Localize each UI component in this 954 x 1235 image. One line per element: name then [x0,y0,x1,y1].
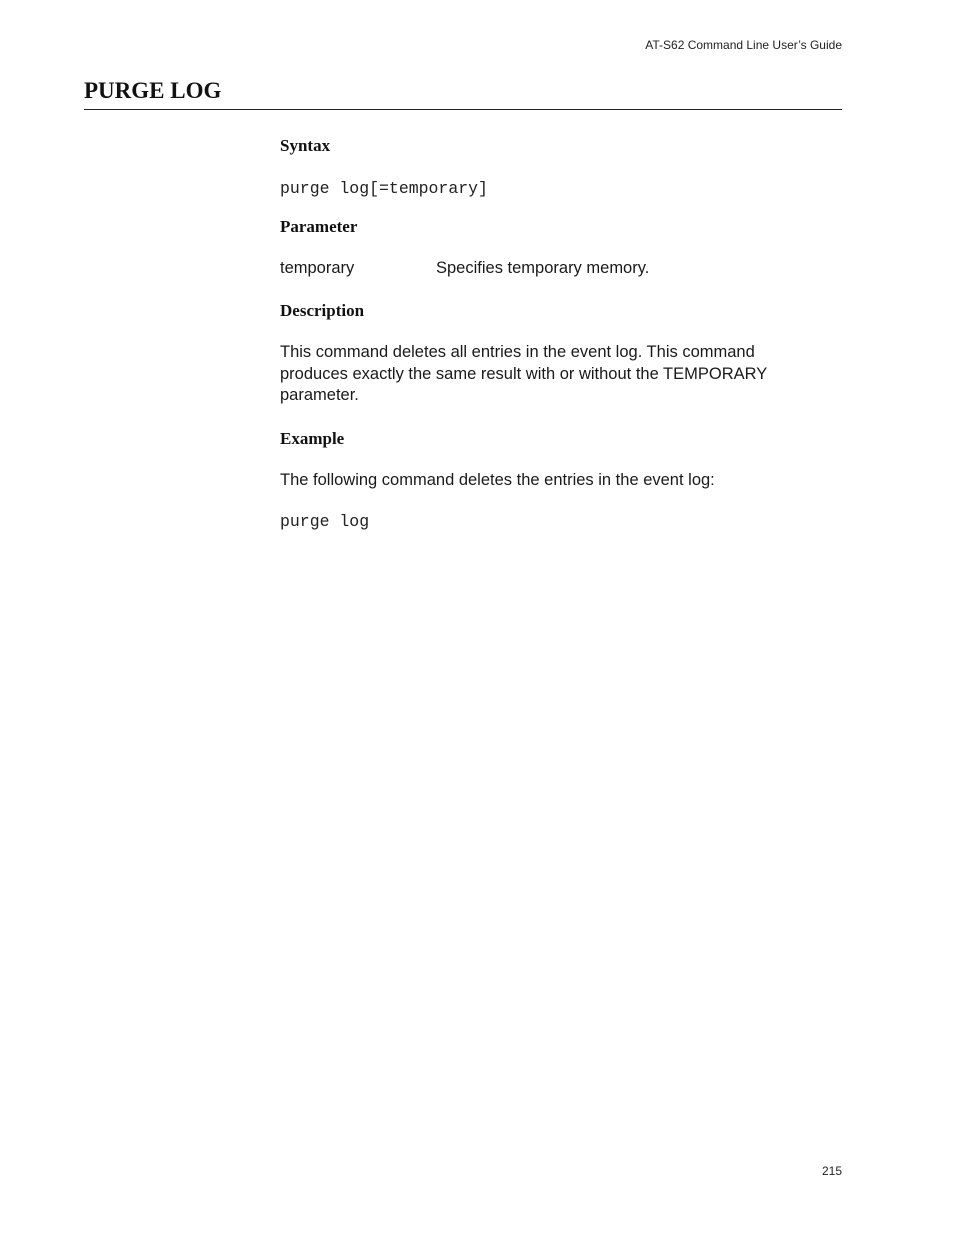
page-number: 215 [821,1164,842,1178]
parameter-description: Specifies temporary memory. [436,259,650,277]
page-title: PURGE LOG [84,78,222,103]
description-heading: Description [280,301,365,320]
example-text: The following command deletes the entries in the event log: [280,471,715,489]
title-divider [84,109,842,110]
running-header: AT-S62 Command Line User’s Guide [645,38,842,52]
parameter-heading: Parameter [280,217,358,236]
syntax-code: purge log[=temporary] [280,179,488,198]
example-code: purge log [280,512,370,531]
parameter-name: temporary [280,259,355,277]
description-text: This command deletes all entries in the event log. This command produces exactly the same result with or without the TEMPORARY parameter. [280,343,767,404]
example-heading: Example [280,429,345,448]
syntax-heading: Syntax [280,136,331,155]
